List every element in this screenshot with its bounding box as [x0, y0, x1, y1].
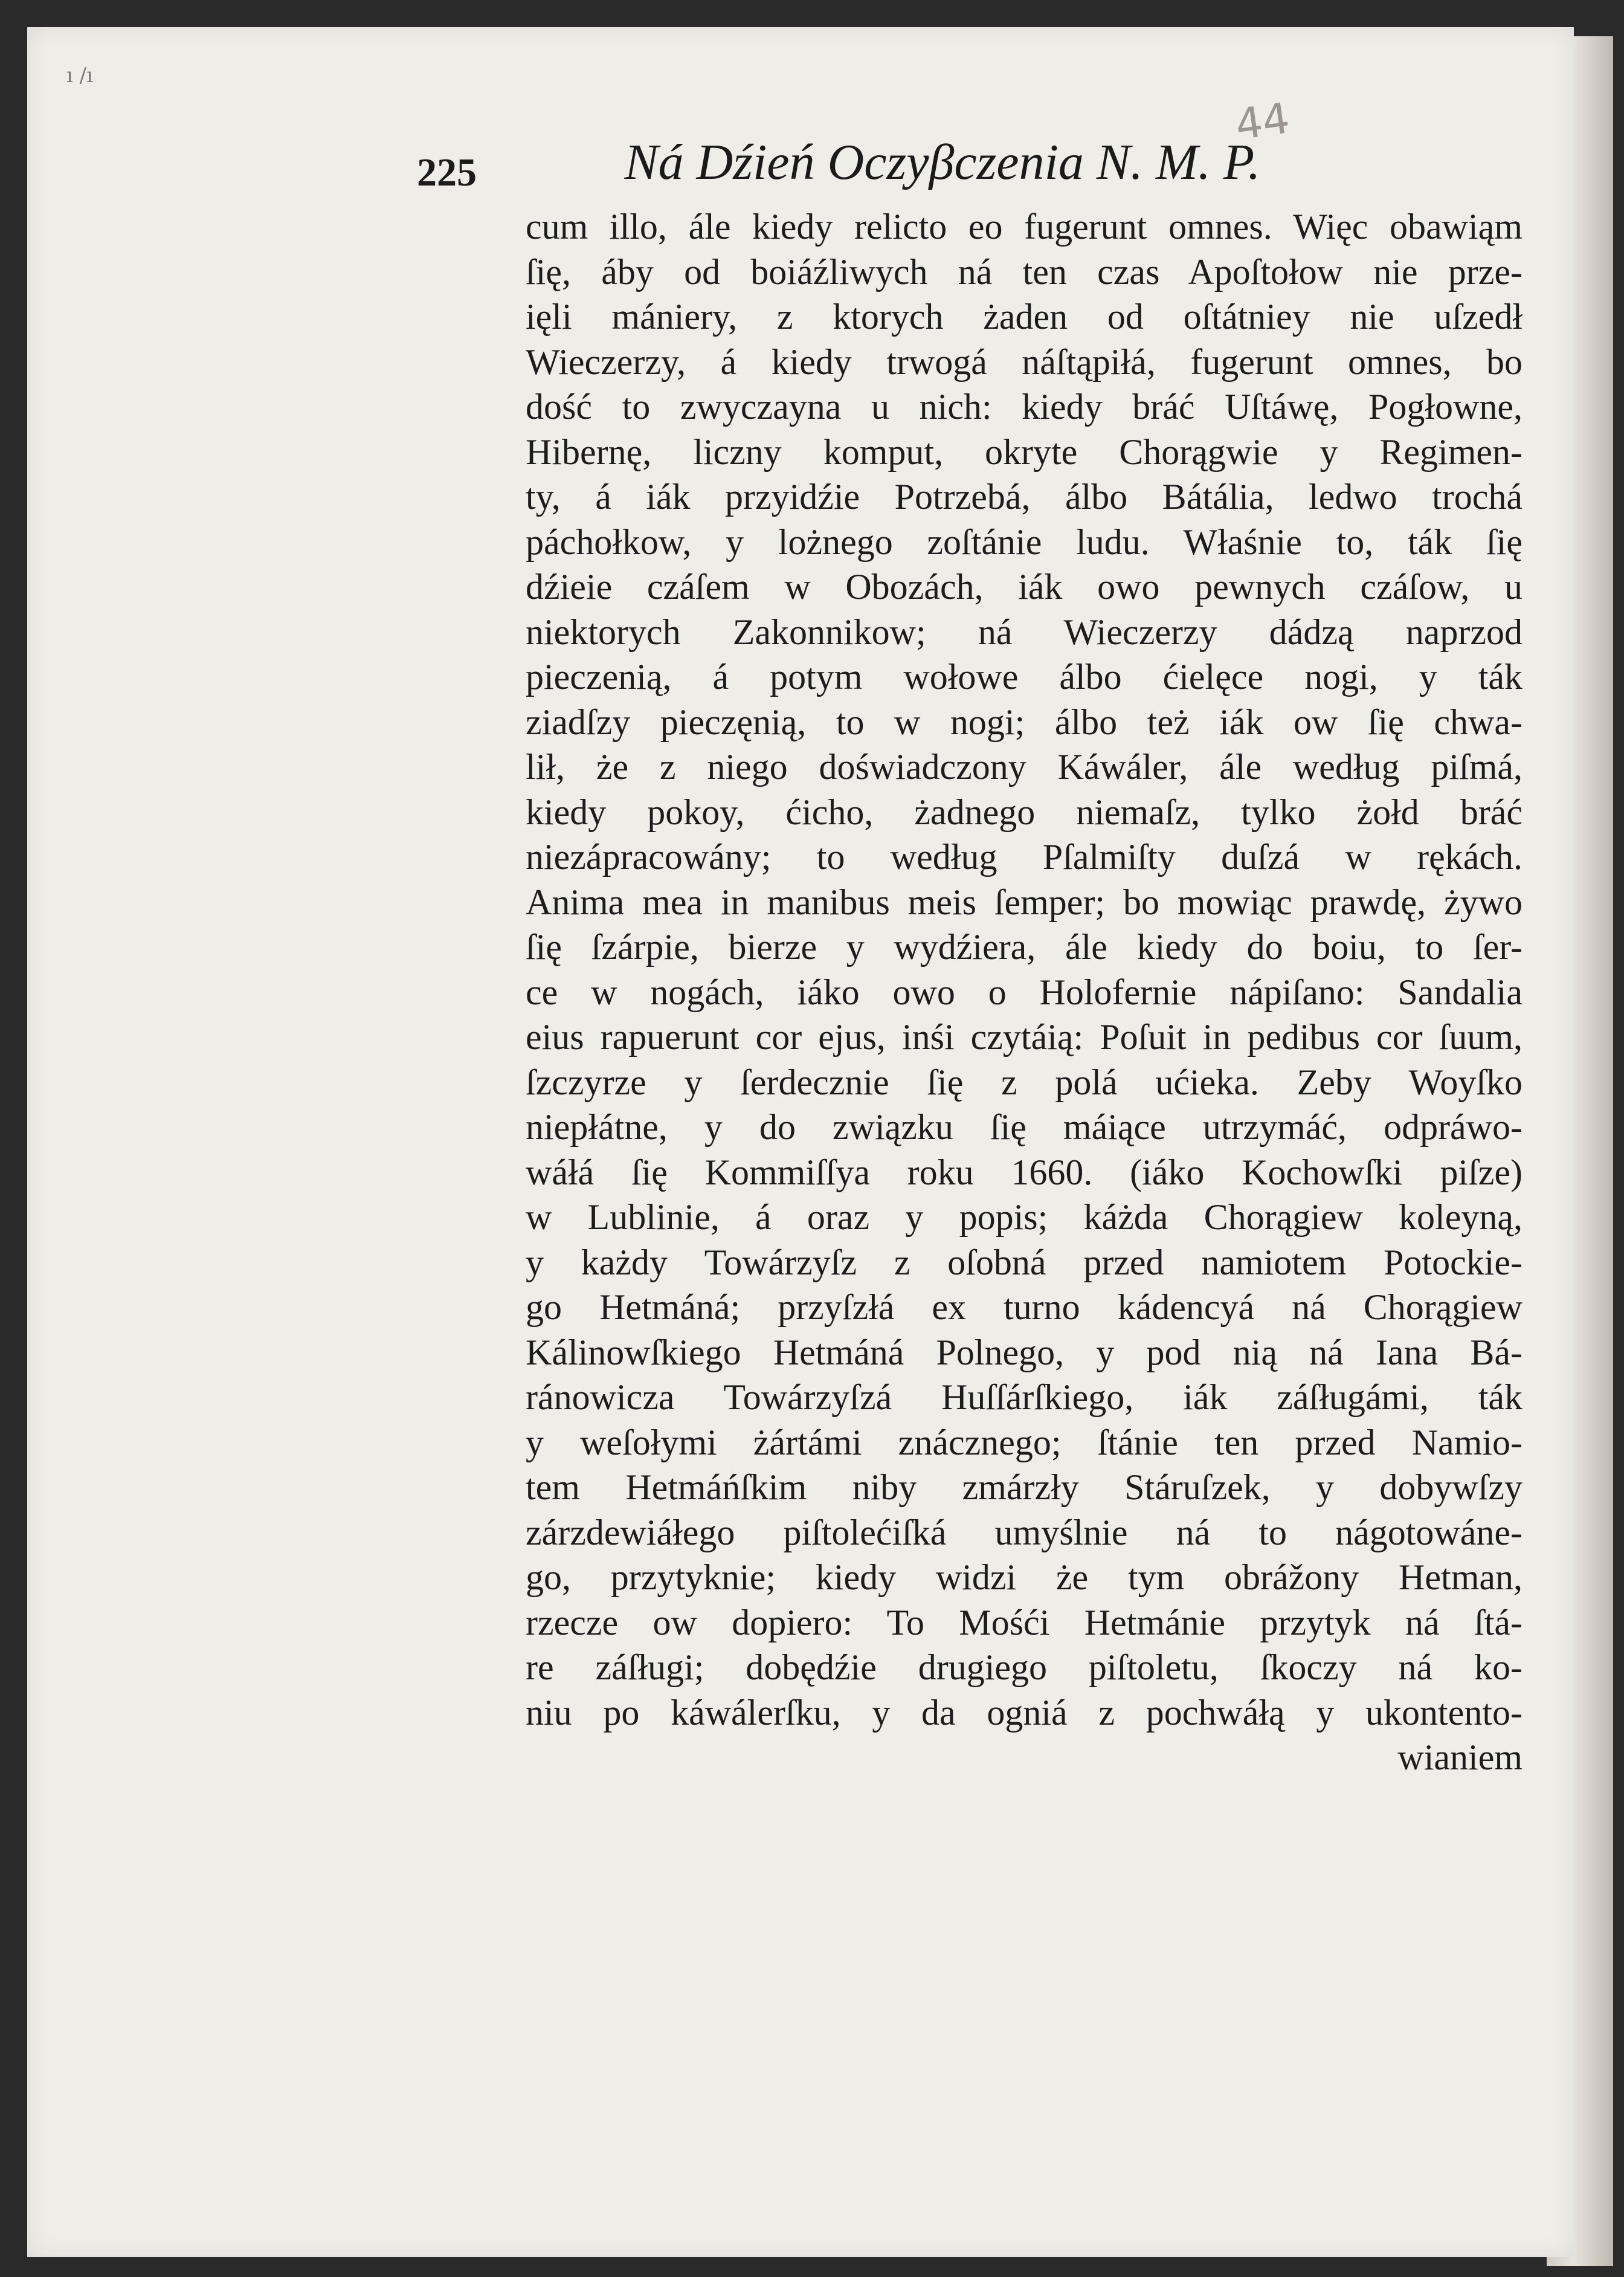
text-line: rzecze ow dopiero: To Mośći Hetmánie przytyk ná ſtá-	[526, 1602, 1522, 1642]
text-line: páchołkow, y lożnego zoſtánie ludu. Właśnie to, ták ſię	[526, 522, 1522, 562]
text-line: go Hetmáná; przyſzłá ex turno kádencyá ná Chorągiew	[526, 1287, 1522, 1327]
text-line: y każdy Towárzyſz z oſobná przed namiotem Potockie-	[526, 1242, 1522, 1282]
text-line: ce w nogách, iáko owo o Holofernie nápiſano: Sandalia	[526, 972, 1522, 1012]
corner-mark: ı /ı	[66, 63, 94, 88]
text-line: wáłá ſię Kommiſſya roku 1660. (iáko Kochowſki piſze)	[526, 1152, 1522, 1192]
text-line: w Lublinie, á oraz y popis; káżda Chorągiew koleyną,	[526, 1197, 1522, 1237]
text-line: zárzdewiáłego piſtolećiſká umyślnie ná to nágotowáne-	[526, 1512, 1522, 1552]
text-line: lił, że z niego doświadczony Káwáler, ále według piſmá,	[526, 747, 1522, 787]
text-line: eius rapuerunt cor ejus, inśi czytáią: Poſuit in pedibus cor ſuum,	[526, 1017, 1522, 1057]
text-line: niepłátne, y do związku ſię máiące utrzymáć, odpráwo-	[526, 1107, 1522, 1147]
text-line: ránowicza Towárzyſzá Huſſárſkiego, iák záſługámi, ták	[526, 1377, 1522, 1417]
text-line: cum illo, ále kiedy relicto eo fugerunt omnes. Więc obawiąm	[526, 207, 1522, 247]
text-line: ſię, áby od boiáźliwych ná ten czas Apoſtołow nie prze-	[526, 251, 1522, 292]
text-line: tem Hetmáńſkim niby zmárzły Stáruſzek, y dobywſzy	[526, 1467, 1522, 1507]
text-line: niektorych Zakonnikow; ná Wieczerzy dádzą naprzod	[526, 612, 1522, 652]
text-line: Kálinowſkiego Hetmáná Polnego, y pod nią ná Iana Bá-	[526, 1332, 1522, 1372]
text-line: Hibernę, liczny komput, okryte Chorągwie y Regimen-	[526, 431, 1522, 472]
text-line: niezápracowány; to według Pſalmiſty duſzá w rękách.	[526, 837, 1522, 877]
text-line: ſię ſzárpie, bierze y wydźiera, ále kiedy do boiu, to ſer-	[526, 927, 1522, 967]
text-line: dość to zwyczayna u nich: kiedy bráć Uſtáwę, Pogłowne,	[526, 387, 1522, 427]
page-header	[417, 133, 1396, 199]
text-line: Anima mea in manibus meis ſemper; bo mowiąc prawdę, żywo	[526, 882, 1522, 922]
text-line: pieczenią, á potym wołowe álbo ćielęce nogi, y ták	[526, 657, 1522, 697]
handwritten-annotation: 44	[1232, 93, 1293, 150]
text-line: ięli mániery, z ktorych żaden od oſtátniey nie uſzedł	[526, 297, 1522, 337]
text-line: ziadſzy pieczęnią, to w nogi; álbo też iák ow ſię chwa-	[526, 702, 1522, 742]
text-line: ty, á iák przyidźie Potrzebá, álbo Bátália, ledwo trochá	[526, 477, 1522, 517]
body-text	[526, 204, 1522, 1780]
text-line: ſzczyrze y ſerdecznie ſię z polá ućieka. Zeby Woyſko	[526, 1062, 1522, 1102]
page-number: 225	[417, 150, 477, 195]
text-line: Wieczerzy, á kiedy trwogá náſtąpiłá, fugerunt omnes, bo	[526, 341, 1522, 382]
text-line: niu po káwálerſku, y da ogniá z pochwáłą y ukontento-	[526, 1692, 1522, 1733]
text-line: re záſługi; dobędźie drugiego piſtoletu, ſkoczy ná ko-	[526, 1647, 1522, 1687]
text-line: go, przytyknie; kiedy widzi że tym obrážony Hetman,	[526, 1557, 1522, 1597]
text-line: dźieie czáſem w Obozách, iák owo pewnych czáſow, u	[526, 567, 1522, 607]
text-line: y weſołymi żártámi znácznego; ſtánie ten przed Namio-	[526, 1422, 1522, 1462]
running-title: Ná Dźień Oczyβczenia N. M. P.	[624, 134, 1261, 190]
text-line: kiedy pokoy, ćicho, żadnego niemaſz, tylko żołd bráć	[526, 792, 1522, 832]
text-line: wianiem	[1397, 1737, 1522, 1777]
